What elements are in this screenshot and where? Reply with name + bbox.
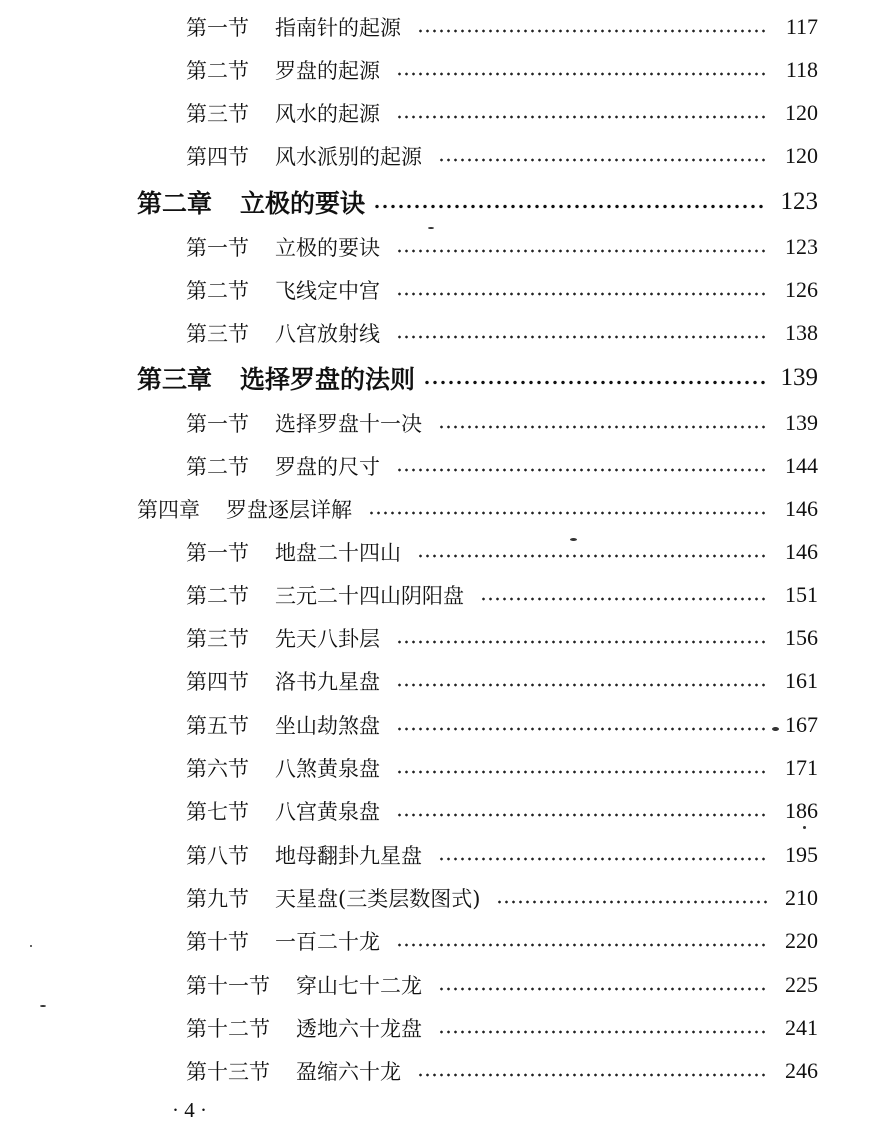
entry-page-number: 139	[780, 364, 818, 391]
entry-title: 风水的起源	[275, 102, 380, 126]
entry-page-number: 120	[785, 143, 818, 168]
toc-section-entry	[186, 55, 818, 85]
entry-number: 第三节	[186, 322, 249, 346]
dot-leader	[438, 857, 768, 861]
toc-section-entry	[186, 883, 818, 913]
entry-page-number: 120	[785, 100, 818, 125]
entry-title: 先天八卦层	[275, 627, 380, 651]
toc-chapter-entry	[137, 185, 818, 219]
entry-page-number: 225	[785, 972, 818, 997]
dot-leader	[396, 813, 768, 817]
entry-number: 第十三节	[186, 1060, 270, 1084]
entry-number: 第六节	[186, 757, 249, 781]
entry-title: 选择罗盘十一决	[275, 412, 422, 436]
entry-number: 第四节	[186, 670, 249, 694]
toc-chapter-entry	[137, 494, 818, 524]
toc-section-entry	[186, 753, 818, 783]
entry-number: 第一节	[186, 236, 249, 260]
toc-section-entry	[186, 926, 818, 956]
entry-number: 第一节	[186, 541, 249, 565]
entry-page-number: 167	[785, 712, 818, 737]
entry-number: 第二节	[186, 59, 249, 83]
dot-leader	[396, 335, 768, 339]
entry-title: 盈缩六十龙	[296, 1060, 401, 1084]
entry-title: 罗盘逐层详解	[226, 498, 352, 522]
entry-title: 一百二十龙	[275, 930, 380, 954]
dot-leader	[396, 292, 768, 296]
dot-leader	[438, 425, 768, 429]
entry-page-number: 138	[785, 320, 818, 345]
entry-page-number: 156	[785, 625, 818, 650]
entry-page-number: 139	[785, 410, 818, 435]
dot-leader	[417, 29, 768, 33]
entry-number: 第三节	[186, 627, 249, 651]
entry-title: 透地六十龙盘	[296, 1017, 422, 1041]
entry-title: 罗盘的尺寸	[275, 455, 380, 479]
entry-title: 坐山劫煞盘	[275, 714, 380, 738]
dot-leader	[438, 1030, 768, 1034]
toc-section-entry	[186, 1013, 818, 1043]
entry-title: 立极的要诀	[240, 189, 366, 218]
entry-number: 第二章	[137, 189, 213, 218]
toc-section-entry	[186, 840, 818, 870]
toc-section-entry	[186, 408, 818, 438]
entry-page-number: 161	[785, 668, 818, 693]
entry-number: 第四节	[186, 145, 249, 169]
dot-leader	[396, 683, 768, 687]
dot-leader	[480, 597, 768, 601]
toc-section-entry	[186, 580, 818, 610]
dot-leader	[496, 900, 768, 904]
entry-title: 穿山七十二龙	[296, 974, 422, 998]
entry-page-number: 123	[780, 188, 818, 215]
toc-section-entry	[186, 710, 818, 740]
entry-page-number: 151	[785, 582, 818, 607]
toc-section-entry	[186, 98, 818, 128]
entry-number: 第十二节	[186, 1017, 270, 1041]
entry-title: 飞线定中宫	[275, 279, 380, 303]
entry-title: 风水派别的起源	[275, 145, 422, 169]
toc-section-entry	[186, 1056, 818, 1086]
entry-number: 第三节	[186, 102, 249, 126]
entry-title: 三元二十四山阴阳盘	[275, 584, 464, 608]
dot-leader	[396, 72, 768, 76]
entry-number: 第二节	[186, 279, 249, 303]
toc-section-entry	[186, 796, 818, 826]
toc-section-entry	[186, 970, 818, 1000]
toc-section-entry	[186, 141, 818, 171]
entry-title: 地母翻卦九星盘	[275, 844, 422, 868]
entry-title: 八宫放射线	[275, 322, 380, 346]
dot-leader	[396, 727, 768, 731]
toc-section-entry	[186, 537, 818, 567]
dot-leader	[417, 1073, 768, 1077]
entry-page-number: 123	[785, 234, 818, 259]
dot-leader	[396, 115, 768, 119]
entry-title: 指南针的起源	[275, 16, 401, 40]
entry-page-number: 195	[785, 842, 818, 867]
toc-section-entry	[186, 451, 818, 481]
entry-number: 第七节	[186, 800, 249, 824]
entry-number: 第四章	[137, 498, 200, 522]
toc-section-entry	[186, 666, 818, 696]
dot-leader	[423, 380, 766, 385]
dot-leader	[396, 770, 768, 774]
toc-section-entry	[186, 275, 818, 305]
entry-number: 第十一节	[186, 974, 270, 998]
entry-page-number: 241	[785, 1015, 818, 1040]
entry-number: 第十节	[186, 930, 249, 954]
entry-title: 选择罗盘的法则	[240, 365, 416, 394]
dot-leader	[438, 158, 768, 162]
toc-section-entry	[186, 232, 818, 262]
entry-page-number: 210	[785, 885, 818, 910]
entry-number: 第二节	[186, 584, 249, 608]
entry-title: 天星盘(三类层数图式)	[275, 887, 481, 911]
entry-number: 第二节	[186, 455, 249, 479]
toc-section-entry	[186, 12, 818, 42]
entry-page-number: 118	[785, 57, 818, 82]
entry-number: 第五节	[186, 714, 249, 738]
entry-page-number: 126	[785, 277, 818, 302]
entry-number: 第九节	[186, 887, 249, 911]
dot-leader	[396, 640, 768, 644]
dot-leader	[373, 204, 766, 209]
entry-page-number: 146	[785, 496, 818, 521]
entry-number: 第一节	[186, 16, 249, 40]
entry-page-number: 144	[785, 453, 818, 478]
entry-title: 罗盘的起源	[275, 59, 380, 83]
entry-page-number: 186	[785, 798, 818, 823]
entry-title: 地盘二十四山	[275, 541, 401, 565]
page-number-footer: · 4 ·	[172, 1098, 207, 1122]
toc-section-entry	[186, 623, 818, 653]
dot-leader	[396, 943, 768, 947]
dot-leader	[368, 511, 768, 515]
dot-leader	[438, 987, 768, 991]
entry-page-number: 171	[785, 755, 818, 780]
entry-number: 第一节	[186, 412, 249, 436]
toc-chapter-entry	[137, 361, 818, 395]
entry-page-number: 246	[785, 1058, 818, 1083]
dot-leader	[396, 249, 768, 253]
entry-title: 立极的要诀	[275, 236, 380, 260]
dot-leader	[396, 468, 768, 472]
entry-number: 第八节	[186, 844, 249, 868]
entry-page-number: 117	[785, 14, 818, 39]
entry-number: 第三章	[137, 365, 213, 394]
toc-section-entry	[186, 318, 818, 348]
entry-page-number: 146	[785, 539, 818, 564]
entry-title: 八宫黄泉盘	[275, 800, 380, 824]
entry-title: 洛书九星盘	[275, 670, 380, 694]
dot-leader	[417, 554, 768, 558]
entry-page-number: 220	[785, 928, 818, 953]
entry-title: 八煞黄泉盘	[275, 757, 380, 781]
